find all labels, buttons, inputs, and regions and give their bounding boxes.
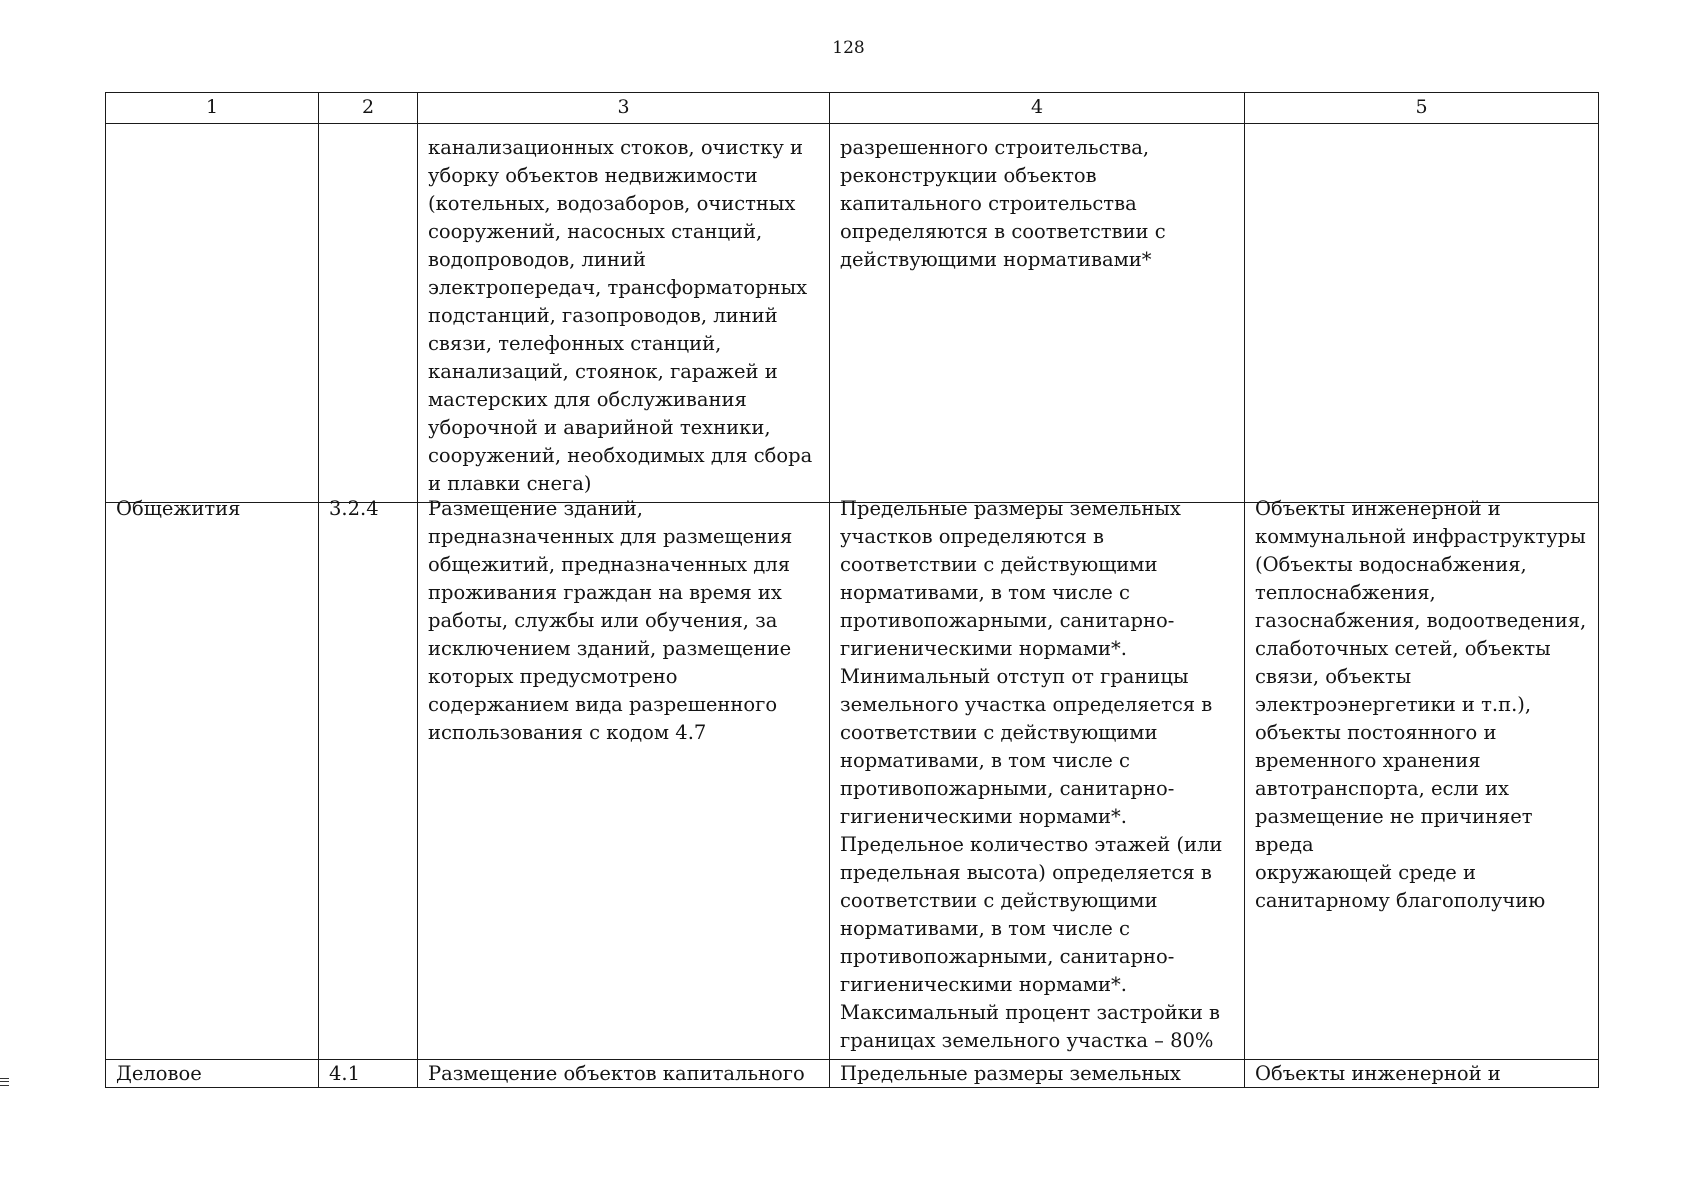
table-row	[106, 124, 1599, 503]
row-description-cell	[418, 497, 830, 1060]
row-parameters-cell	[830, 124, 1245, 503]
row-description-cell	[418, 124, 830, 503]
row-auxiliary: Объекты инженерной и	[1255, 1062, 1501, 1085]
row-description: Размещение зданий, предназначенных для размещения общежитий, предназначенных для проживания граждан на время их работы, службы или обучения, за исключением зданий, размещение которых предусмотрено содержанием вида разрешенного использования с кодом 4.7	[428, 497, 793, 744]
row-use-code-cell	[319, 497, 418, 1060]
row-use-code: 3.2.4	[329, 497, 379, 520]
row-parameters: Предельные размеры земельных участков определяются в соответствии с действующими нормативами, в том числе с противопожарными, санитарно- гигиеническими нормами*. Минимальный отступ от границы земельного участка определяется в соответствии с действующими нормативами, в том числе с противопожарными, санитарно- гигиеническими нормами*. Предельное количество этажей (или предельная высота) определяется в соответствии с действующими нормативами, в том числе с противопожарными, санитарно- гигиеническими нормами*. Максимальный процент застройки в границах земельного участка – 80%	[840, 497, 1223, 1052]
row-auxiliary: Объекты инженерной и коммунальной инфраструктуры (Объекты водоснабжения, теплоснабжения, газоснабжения, водоотведения, слаботочных сетей, объекты связи, объекты электроэнергетики и т.п.), объекты постоянного и временного хранения автотранспорта, если их размещение не причиняет вреда окружающей среде и санитарному благополучию	[1255, 497, 1587, 912]
row-parameters: Предельные размеры земельных	[840, 1062, 1181, 1085]
header-cell-2: 2	[319, 93, 418, 124]
header-cell-3: 3	[418, 93, 830, 124]
row-auxiliary-cell	[1245, 1060, 1599, 1088]
page-number: 128	[832, 38, 865, 58]
binding-margin-mark	[0, 1078, 9, 1086]
row-parameters: разрешенного строительства, реконструкции объектов капитального строительства определяются в соответствии с действующими нормативами*	[840, 136, 1166, 271]
table-header-row	[106, 93, 1599, 124]
row-parameters-cell	[830, 1060, 1245, 1088]
header-cell-4: 4	[830, 93, 1245, 124]
row-description: Размещение объектов капитального	[428, 1062, 805, 1085]
table-row	[106, 503, 1599, 1060]
row-description-cell	[418, 1060, 830, 1088]
row-use-name-cell	[106, 1060, 319, 1088]
header-cell-5: 5	[1245, 93, 1599, 124]
row-use-code: 4.1	[329, 1062, 361, 1085]
row-auxiliary-cell	[1245, 124, 1599, 503]
row-use-code-cell	[319, 124, 418, 503]
row-description: канализационных стоков, очистку и уборку объектов недвижимости (котельных, водозаборов, очистных сооружений, насосных станций, водопроводов, линий электропередач, трансформаторных подстанций, газопроводов, линий связи, телефонных станций, канализаций, стоянок, гаражей и мастерских для обслуживания уборочной и аварийной техники, сооружений, необходимых для сбора и плавки снега)	[428, 136, 813, 495]
land-use-table	[105, 92, 1599, 1088]
row-parameters-cell	[830, 497, 1245, 1060]
header-cell-1: 1	[106, 93, 319, 124]
row-use-code-cell	[319, 1060, 418, 1088]
row-use-name-cell	[106, 124, 319, 503]
table-row	[106, 1060, 1599, 1088]
row-auxiliary-cell	[1245, 497, 1599, 1060]
row-use-name-cell	[106, 497, 319, 1060]
row-use-name: Деловое	[116, 1062, 202, 1085]
row-use-name: Общежития	[116, 497, 241, 520]
